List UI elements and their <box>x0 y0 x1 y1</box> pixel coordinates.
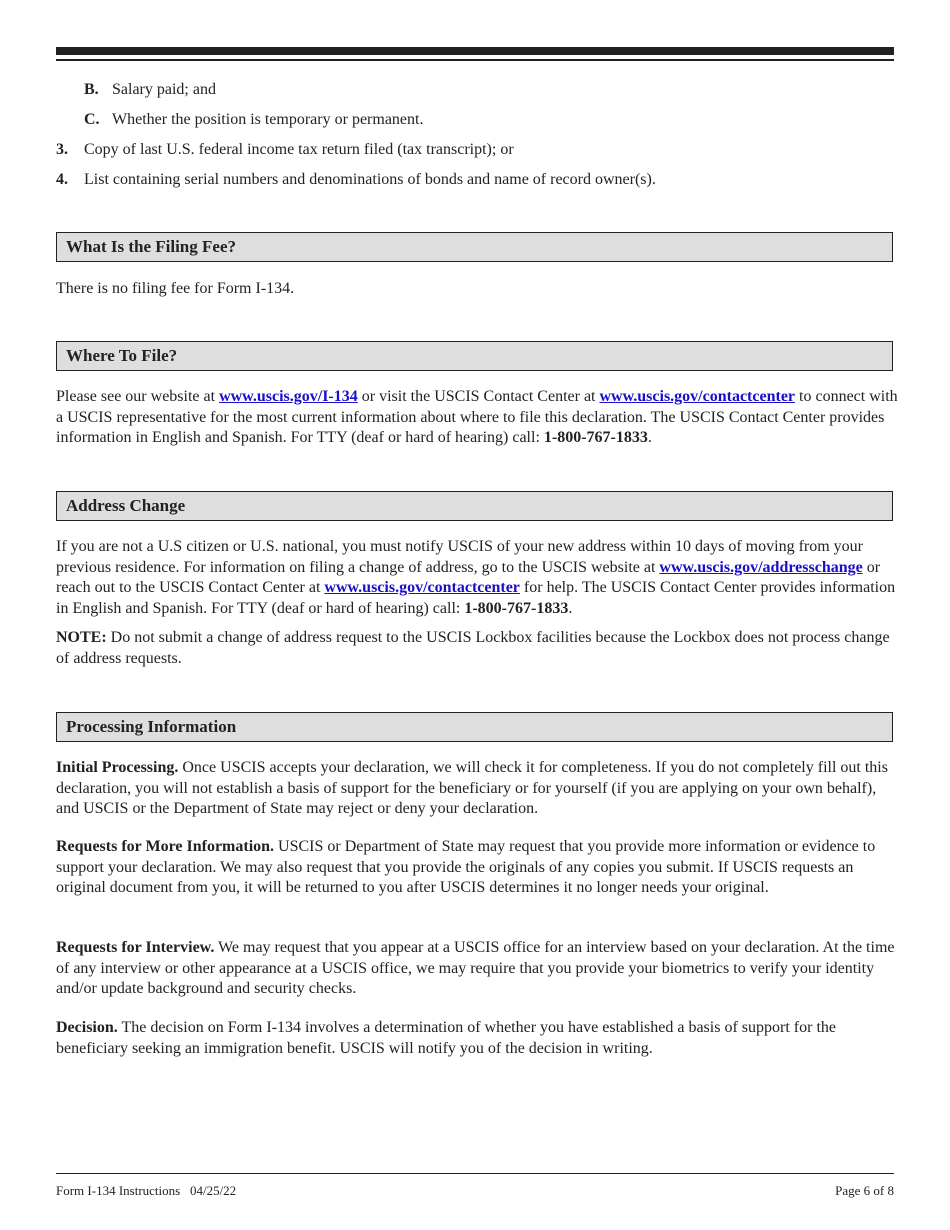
footer-form-id: Form I-134 Instructions 04/25/22 <box>56 1183 237 1198</box>
address-change-note: NOTE: Do not submit a change of address request to the USCIS Lockbox facilities because the Lockbox does not process change of address requests. <box>56 629 890 667</box>
list-text: List containing serial numbers and denominations of bonds and name of record owner(s). <box>84 171 656 188</box>
initial-processing-text: Initial Processing. Once USCIS accepts your declaration, we will check it for completeness. If you do not completely fill out this declaration, you will not establish a basis of support for the beneficiary or for yourself (if you are applying on your own behalf), and USCIS or the Department of State may reject or deny your declaration. <box>56 759 888 817</box>
list-item-3 <box>56 140 514 160</box>
requests-more-info-text: Requests for More Information. USCIS or Department of State may request that you provide more information or evidence to support your declaration. We may also request that you provide the originals of any copies you submit. If USCIS requests an original document from you, it will be returned to you after USCIS determines it no longer needs your original. <box>56 838 876 896</box>
footer-page-number: Page 6 of 8 <box>835 1183 894 1198</box>
link-addresschange[interactable]: www.uscis.gov/addresschange <box>659 558 863 576</box>
where-to-file-text: Please see our website at www.uscis.gov/I-134 or visit the USCIS Contact Center at www.uscis.gov/contactcenter to connect with a USCIS representative for the most current information about where to file this declaration. The USCIS Contact Center provides information in English and Spanish. For TTY (deaf or hard of hearing) call: 1-800-767-1833. <box>56 388 898 446</box>
link-contactcenter[interactable]: www.uscis.gov/contactcenter <box>324 579 520 596</box>
list-item-c <box>84 110 423 130</box>
list-item-b <box>84 80 216 100</box>
list-text: Salary paid; and <box>112 81 216 98</box>
requests-interview-text: Requests for Interview. We may request that you appear at a USCIS office for an interview based on your declaration. At the time of any interview or other appearance at a USCIS office, we may require that you provide your biometrics to verify your identity and/or update background and security checks. <box>56 939 895 997</box>
header-rule-thick <box>56 47 894 55</box>
list-marker: 4. <box>56 171 68 188</box>
section-header-filing-fee: What Is the Filing Fee? <box>56 232 893 262</box>
footer-rule <box>56 1173 894 1174</box>
list-item-4 <box>56 170 656 190</box>
list-marker: B. <box>84 81 99 98</box>
note-label: NOTE: <box>56 629 107 646</box>
section-header-where-to-file: Where To File? <box>56 341 893 371</box>
header-rule-thin <box>56 59 894 61</box>
list-text: Whether the position is temporary or permanent. <box>112 111 424 128</box>
link-i134[interactable]: www.uscis.gov/I-134 <box>219 388 358 405</box>
tty-phone: 1-800-767-1833 <box>543 429 648 446</box>
tty-phone: 1-800-767-1833 <box>464 599 569 617</box>
address-change-text: If you are not a U.S citizen or U.S. national, you must notify USCIS of your new address within 10 days of moving from your previous residence. For information on filing a change of address, go to the USCIS website at www.uscis.gov/addresschange or reach out to the USCIS Contact Center at www.uscis.gov/contactcenter for help. The USCIS Contact Center provides information in English and Spanish. For TTY (deaf or hard of hearing) call: 1-800-767-1833. <box>56 538 896 617</box>
filing-fee-text: There is no filing fee for Form I-134. <box>56 280 295 297</box>
section-header-processing: Processing Information <box>56 712 893 742</box>
decision-text: Decision. The decision on Form I-134 involves a determination of whether you have established a basis of support for the beneficiary seeking an immigration benefit. USCIS will notify you of the decision in writing. <box>56 1019 836 1057</box>
list-marker: 3. <box>56 141 68 158</box>
list-text: Copy of last U.S. federal income tax return filed (tax transcript); or <box>84 141 514 158</box>
section-header-address-change: Address Change <box>56 491 893 521</box>
list-marker: C. <box>84 111 100 128</box>
link-contactcenter[interactable]: www.uscis.gov/contactcenter <box>599 388 796 405</box>
